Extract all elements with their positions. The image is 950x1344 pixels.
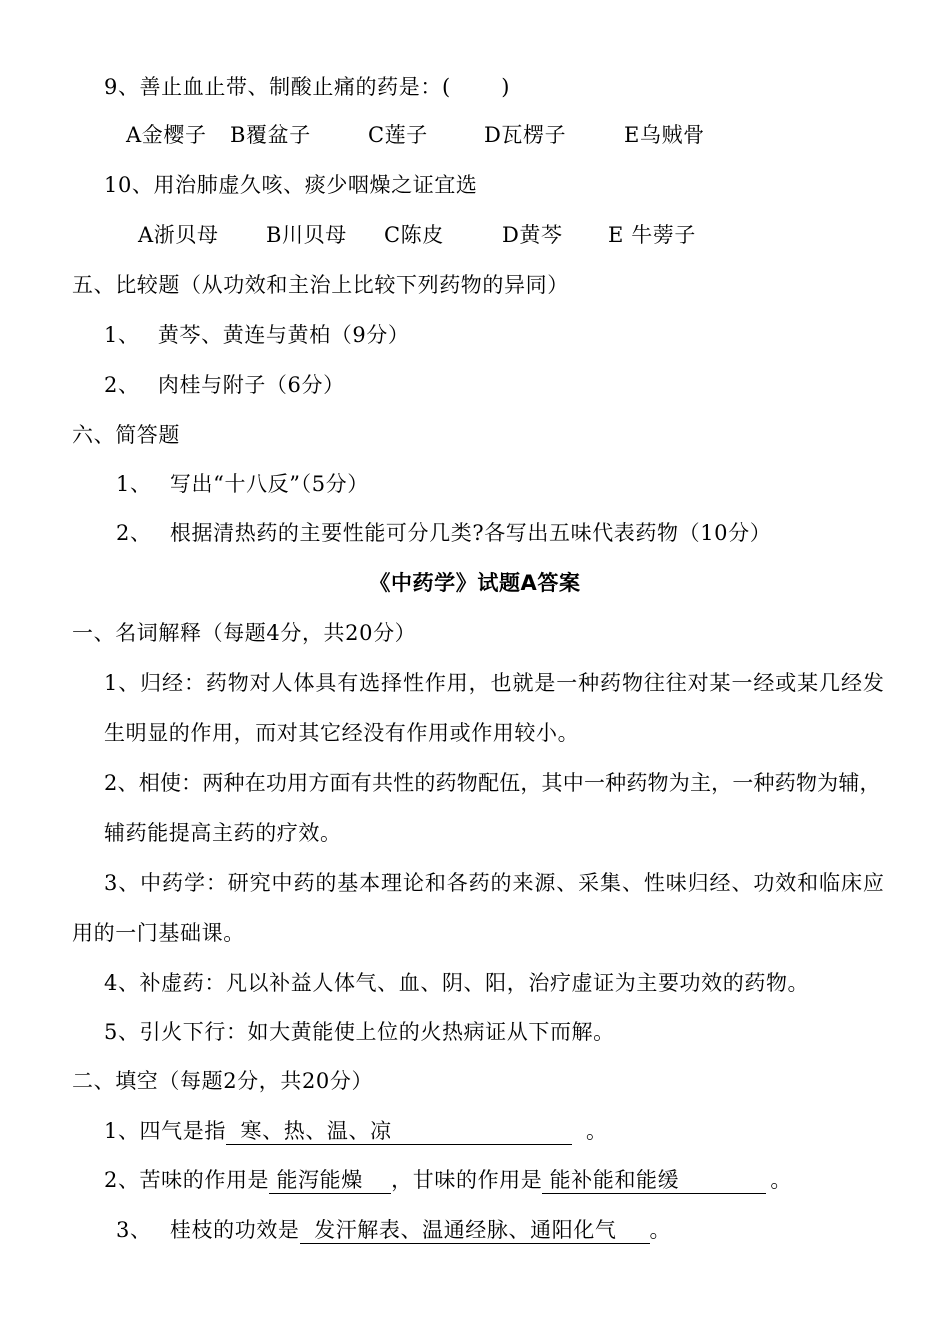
option-a: A金樱子 bbox=[126, 123, 207, 147]
answer-4-line: 4、补虚药：凡以补益人体气、血、阴、阳，治疗虚证为主要功效的药物。 bbox=[104, 971, 810, 995]
answers-2-heading: 二、填空（每题2分，共20分） bbox=[72, 1069, 374, 1093]
answer-2-line-1: 2、相使：两种在功用方面有共性的药物配伍，其中一种药物为主，一种药物为辅， bbox=[104, 771, 881, 795]
answer-title: 《中药学》试题A答案 bbox=[369, 571, 581, 595]
option-c: C莲子 bbox=[368, 123, 428, 147]
option-b: B覆盆子 bbox=[230, 123, 311, 147]
fill-3 bbox=[116, 1215, 671, 1245]
question-10-stem: 10、用治肺虚久咳、痰少咽燥之证宜选 bbox=[104, 173, 478, 197]
fill-2-answer-2: 能补能和能缓 bbox=[549, 1168, 680, 1192]
fill-2-answer-2-blank bbox=[542, 1167, 766, 1194]
fill-3-suffix: 。 bbox=[649, 1218, 672, 1242]
question-10-options bbox=[138, 220, 696, 250]
fill-3-answer-blank bbox=[300, 1217, 650, 1244]
fill-2-prefix: 2、苦味的作用是 bbox=[104, 1168, 270, 1192]
answers-1-heading: 一、名词解释（每题4分，共20分） bbox=[72, 621, 417, 645]
fill-2-answer-1: 能泻能燥 bbox=[276, 1168, 363, 1192]
option-b: B川贝母 bbox=[266, 223, 347, 247]
option-e: E乌贼骨 bbox=[624, 123, 705, 147]
fill-1-suffix: 。 bbox=[585, 1119, 608, 1143]
option-d: D瓦楞子 bbox=[484, 123, 567, 147]
fill-1-answer: 寒、热、温、凉 bbox=[240, 1119, 392, 1143]
question-9-stem: 9、善止血止带、制酸止痛的药是：( ) bbox=[104, 75, 511, 99]
fill-3-answer: 发汗解表、温通经脉、通阳化气 bbox=[314, 1218, 617, 1242]
answer-2-line-2: 辅药能提高主药的疗效。 bbox=[104, 821, 342, 845]
option-d: D黄芩 bbox=[502, 223, 563, 247]
section-6-item-2: 2、 根据清热药的主要性能可分几类?各写出五味代表药物（10分） bbox=[116, 521, 772, 545]
fill-1-answer-blank bbox=[226, 1118, 572, 1145]
section-5-item-2: 2、 肉桂与附子（6分） bbox=[104, 373, 345, 397]
answer-3-line-1: 3、中药学：研究中药的基本理论和各药的来源、采集、性味归经、功效和临床应 bbox=[104, 871, 885, 895]
question-9-options bbox=[126, 120, 705, 150]
option-c: C陈皮 bbox=[384, 223, 444, 247]
fill-2 bbox=[104, 1165, 792, 1195]
fill-2-middle: ，甘味的作用是 bbox=[391, 1168, 543, 1192]
fill-2-answer-1-blank bbox=[269, 1167, 391, 1194]
fill-1-prefix: 1、四气是指 bbox=[104, 1119, 226, 1143]
section-5-heading: 五、比较题（从功效和主治上比较下列药物的异同） bbox=[72, 273, 569, 297]
answer-1-line-2: 生明显的作用，而对其它经没有作用或作用较小。 bbox=[104, 721, 580, 745]
fill-2-suffix: 。 bbox=[770, 1168, 792, 1192]
section-5-item-1: 1、 黄芩、黄连与黄柏（9分） bbox=[104, 323, 410, 347]
answer-1-line-1: 1、归经：药物对人体具有选择性作用，也就是一种药物往往对某一经或某几经发 bbox=[104, 671, 885, 695]
option-e: E 牛蒡子 bbox=[608, 223, 697, 247]
fill-3-prefix: 3、 桂枝的功效是 bbox=[116, 1218, 300, 1242]
fill-1 bbox=[104, 1116, 608, 1146]
section-6-heading: 六、简答题 bbox=[72, 423, 180, 447]
answer-5-line: 5、引火下行：如大黄能使上位的火热病证从下而解。 bbox=[104, 1020, 615, 1044]
answer-3-line-2: 用的一门基础课。 bbox=[72, 921, 245, 945]
section-6-item-1: 1、 写出“十八反”（5分） bbox=[116, 472, 369, 496]
option-a: A浙贝母 bbox=[138, 223, 219, 247]
